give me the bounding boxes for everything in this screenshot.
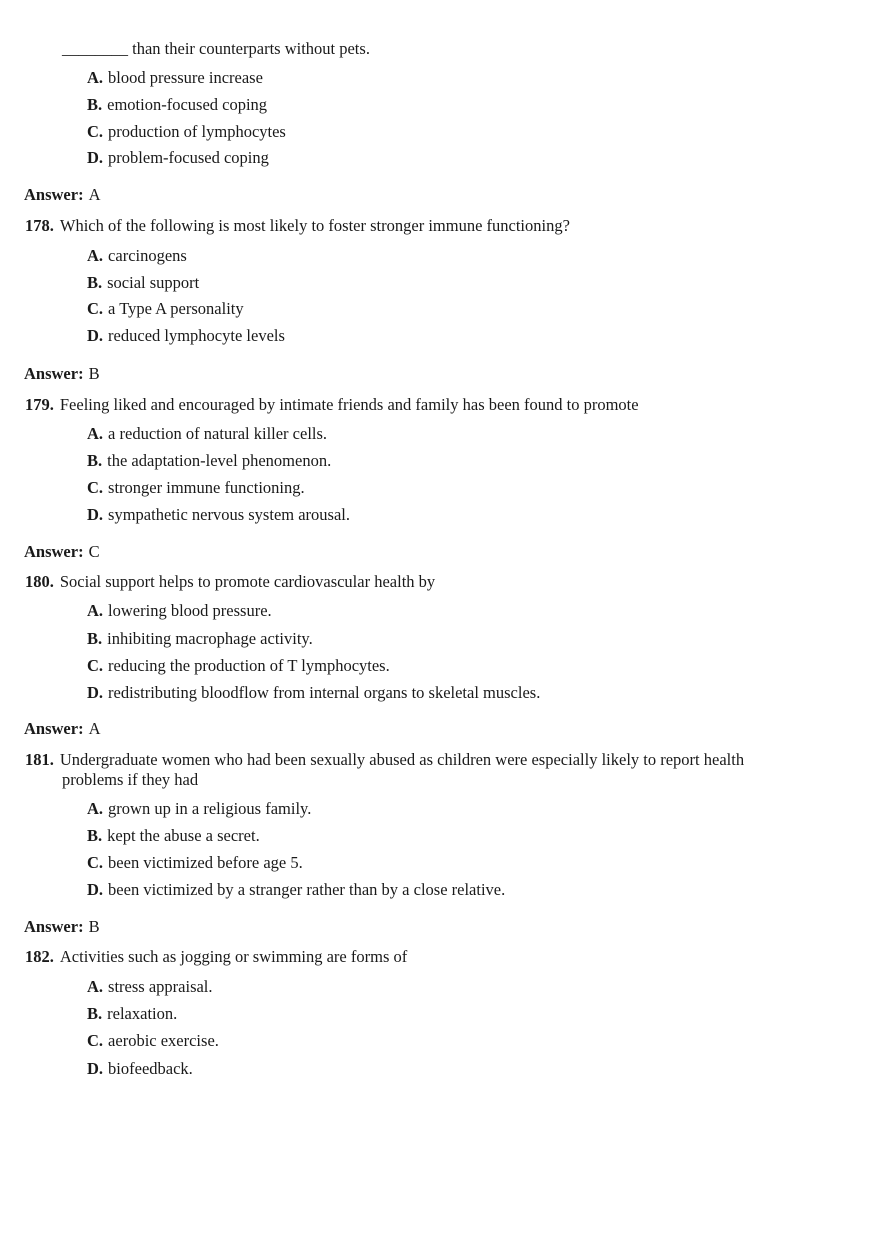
option-letter: B. (87, 629, 103, 648)
answer-label: Answer: (24, 185, 84, 204)
option-text: the adaptation-level phenomenon. (107, 451, 332, 470)
question-177-option-b (87, 95, 267, 115)
question-180-answer (24, 719, 101, 739)
question-182-option-d (87, 1059, 193, 1079)
option-text: biofeedback. (108, 1059, 193, 1078)
question-number: 180. (25, 572, 54, 591)
question-number: 178. (25, 216, 54, 235)
option-text: problem-focused coping (108, 148, 269, 167)
option-letter: D. (87, 683, 104, 702)
option-letter: A. (87, 601, 104, 620)
answer-label: Answer: (24, 542, 84, 561)
option-text: stress appraisal. (108, 977, 213, 996)
question-182-stem (25, 947, 407, 967)
answer-label: Answer: (24, 719, 84, 738)
question-179-stem (25, 395, 639, 415)
question-178-option-d (87, 326, 285, 346)
option-text: stronger immune functioning. (108, 478, 305, 497)
option-letter: A. (87, 977, 104, 996)
question-180-option-b (87, 629, 313, 649)
question-text: Feeling liked and encouraged by intimate friends and family has been found to promote (59, 395, 639, 414)
option-letter: D. (87, 148, 104, 167)
option-letter: A. (87, 799, 104, 818)
option-letter: B. (87, 451, 103, 470)
question-180-option-d (87, 683, 540, 703)
option-letter: C. (87, 656, 104, 675)
question-181-option-b (87, 826, 260, 846)
answer-value: C (88, 542, 100, 561)
question-181-answer (24, 917, 100, 937)
option-text: been victimized before age 5. (108, 853, 303, 872)
answer-value: A (88, 185, 101, 204)
question-number: 182. (25, 947, 54, 966)
option-letter: C. (87, 122, 104, 141)
option-letter: B. (87, 273, 103, 292)
question-number: 181. (25, 750, 54, 769)
question-text: Which of the following is most likely to foster stronger immune functioning? (59, 216, 570, 235)
question-text-line-1: Undergraduate women who had been sexually abused as children were especially likely to report health (59, 750, 745, 769)
option-text: sympathetic nervous system arousal. (108, 505, 350, 524)
option-text: reducing the production of T lymphocytes. (108, 656, 390, 675)
option-letter: B. (87, 1004, 103, 1023)
question-180-option-a (87, 601, 272, 621)
question-text: Social support helps to promote cardiovascular health by (59, 572, 436, 591)
option-text: reduced lymphocyte levels (108, 326, 285, 345)
answer-value: A (88, 719, 101, 738)
answer-value: B (88, 917, 100, 936)
answer-label: Answer: (24, 917, 84, 936)
option-text: blood pressure increase (108, 68, 263, 87)
question-180-stem (25, 572, 435, 592)
question-text-line-2: problems if they had (62, 770, 199, 789)
question-179-option-c (87, 478, 305, 498)
option-text: lowering blood pressure. (108, 601, 272, 620)
question-181-stem (25, 750, 815, 790)
option-letter: A. (87, 424, 104, 443)
question-182-option-c (87, 1031, 219, 1051)
question-178-option-a (87, 246, 187, 266)
option-text: kept the abuse a secret. (107, 826, 260, 845)
question-179-option-b (87, 451, 331, 471)
question-178-option-b (87, 273, 199, 293)
option-text: relaxation. (107, 1004, 178, 1023)
question-177-stem-continuation: ________ than their counterparts without pets. (62, 39, 370, 58)
option-text: redistributing bloodflow from internal organs to skeletal muscles. (108, 683, 541, 702)
option-text: grown up in a religious family. (108, 799, 312, 818)
question-182-option-b (87, 1004, 177, 1024)
option-text: inhibiting macrophage activity. (107, 629, 313, 648)
question-178-stem (25, 216, 570, 236)
answer-value: B (88, 364, 100, 383)
option-text: social support (107, 273, 200, 292)
question-181-option-d (87, 880, 505, 900)
question-179-answer (24, 542, 100, 562)
option-letter: C. (87, 1031, 104, 1050)
option-text: been victimized by a stranger rather than by a close relative. (108, 880, 506, 899)
option-letter: D. (87, 880, 104, 899)
question-179-option-d (87, 505, 350, 525)
option-text: a Type A personality (108, 299, 244, 318)
question-182-option-a (87, 977, 213, 997)
question-180-option-c (87, 656, 390, 676)
question-177-option-c (87, 122, 286, 142)
option-letter: C. (87, 478, 104, 497)
question-178-option-c (87, 299, 244, 319)
option-text: carcinogens (108, 246, 187, 265)
question-177-option-d (87, 148, 269, 168)
option-text: a reduction of natural killer cells. (108, 424, 328, 443)
option-letter: D. (87, 1059, 104, 1078)
question-181-option-c (87, 853, 303, 873)
question-177-answer (24, 185, 101, 205)
question-179-option-a (87, 424, 327, 444)
option-letter: C. (87, 853, 104, 872)
question-178-answer (24, 364, 100, 384)
option-letter: B. (87, 826, 103, 845)
question-text: Activities such as jogging or swimming are forms of (59, 947, 408, 966)
question-177-option-a (87, 68, 263, 88)
question-181-option-a (87, 799, 311, 819)
answer-label: Answer: (24, 364, 84, 383)
option-text: production of lymphocytes (108, 122, 286, 141)
option-letter: D. (87, 505, 104, 524)
question-number: 179. (25, 395, 54, 414)
option-letter: D. (87, 326, 104, 345)
option-letter: C. (87, 299, 104, 318)
option-letter: B. (87, 95, 103, 114)
option-letter: A. (87, 68, 104, 87)
option-text: aerobic exercise. (108, 1031, 219, 1050)
option-text: emotion-focused coping (107, 95, 268, 114)
option-letter: A. (87, 246, 104, 265)
